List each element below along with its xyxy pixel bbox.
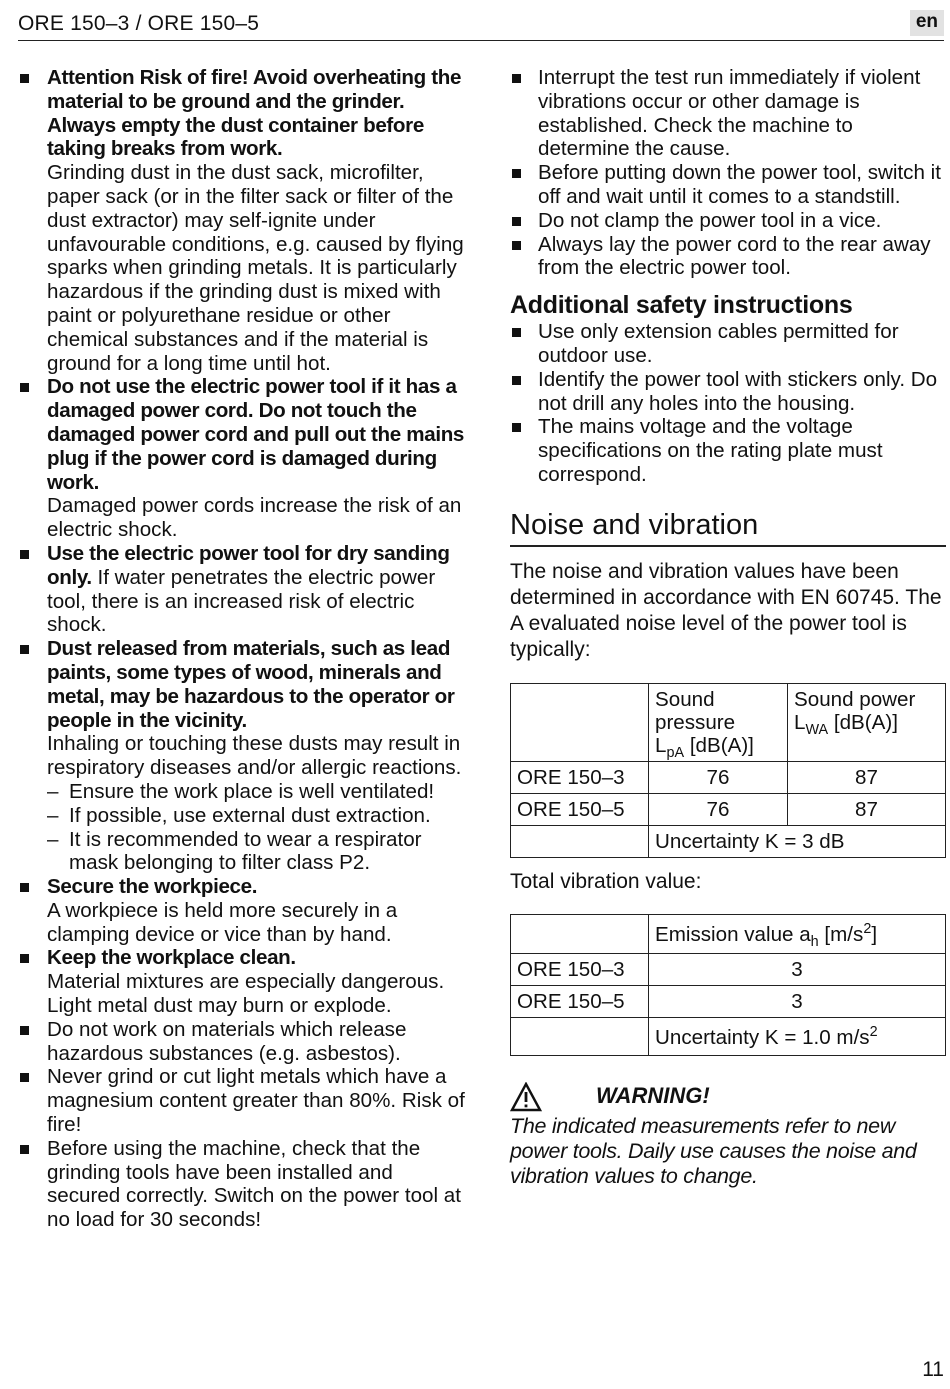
table-cell: ORE 150–3 <box>511 953 649 985</box>
table-cell: ORE 150–5 <box>511 793 649 825</box>
table-cell <box>511 1017 649 1055</box>
safety-list-right <box>510 66 946 280</box>
noise-table <box>510 683 946 858</box>
table-header-cell: Sound power $L_{WA}$ [dB(A)] <box>788 683 946 761</box>
table-cell: Uncertainty K = 1.0 $m/s^2$ <box>649 1017 946 1055</box>
table-cell: ORE 150–3 <box>511 761 649 793</box>
table-row <box>511 683 946 761</box>
right-column <box>510 66 946 1189</box>
list-item: Identify the power tool with stickers only. Do not drill any holes into the housing. <box>510 368 946 416</box>
table-cell: ORE 150–5 <box>511 985 649 1017</box>
left-column <box>18 66 468 1232</box>
list-item: Do not clamp the power tool in a vice. <box>510 209 946 233</box>
table-row <box>511 825 946 857</box>
list-item: Before using the machine, check that the grinding tools have been installed and secured correctly. Switch on the power tool at no load for 30 seconds! <box>18 1137 468 1232</box>
table-cell: 76 <box>649 761 788 793</box>
dash-item: – It is recommended to wear a respirator mask belonging to filter class P2. <box>47 828 468 876</box>
list-item: Secure the workpiece. A workpiece is held more securely in a clamping device or vice than by hand. <box>18 875 468 946</box>
warning-title: WARNING! <box>596 1082 710 1108</box>
dash-item: – Ensure the work place is well ventilated! <box>47 780 468 804</box>
list-item: Use only extension cables permitted for outdoor use. <box>510 320 946 368</box>
table-row <box>511 914 946 953</box>
table-cell <box>511 825 649 857</box>
table-cell: 87 <box>788 793 946 825</box>
list-item: Always lay the power cord to the rear away from the electric power tool. <box>510 233 946 281</box>
safety-list-left <box>18 66 468 1232</box>
list-item: Do not work on materials which release hazardous substances (e.g. asbestos). <box>18 1018 468 1066</box>
table-cell: 3 <box>649 953 946 985</box>
list-item: Before putting down the power tool, switch it off and wait until it comes to a standstill. <box>510 161 946 209</box>
page-header <box>18 8 944 41</box>
document-title: ORE 150–3 / ORE 150–5 <box>18 12 260 35</box>
page-number: 11 <box>922 1358 944 1381</box>
table-header-cell: Emission value $a_h$ $[m/s^2]$ <box>649 914 946 953</box>
table-cell <box>511 914 649 953</box>
list-item: The mains voltage and the voltage specifications on the rating plate must correspond. <box>510 415 946 486</box>
list-item: Interrupt the test run immediately if violent vibrations occur or other damage is established. Check the machine to determine the cause. <box>510 66 946 161</box>
additional-safety-list <box>510 320 946 487</box>
list-item: Do not use the electric power tool if it has a damaged power cord. Do not touch the damaged power cord and pull out the mains plug if the power cord is damaged during work. Damaged power cords increase the risk of an electric shock. <box>18 375 468 542</box>
noise-vibration-heading: Noise and vibration <box>510 507 946 547</box>
table-cell <box>511 683 649 761</box>
dust-measures-list <box>47 780 468 875</box>
warning-header <box>510 1082 946 1114</box>
table-cell: 76 <box>649 793 788 825</box>
table-cell: 87 <box>788 761 946 793</box>
table-row <box>511 953 946 985</box>
warning-text: The indicated measurements refer to new power tools. Daily use causes the noise and vibration values to change. <box>510 1113 917 1188</box>
dash-item: – If possible, use external dust extraction. <box>47 804 468 828</box>
list-item: Attention Risk of fire! Avoid overheating the material to be ground and the grinder. Always empty the dust container before taking breaks from work. Grinding dust in the dust sack, microfilter, paper sack (or in the filter sack or filter of the dust extractor) may self-ignite under unfavourable conditions, e.g. caused by flying sparks when grinding metals. It is particularly hazardous if the grinding dust is mixed with paint or polyurethane residue or other chemical substances and if the material is ground for a long time until hot. <box>18 66 468 375</box>
list-item: Never grind or cut light metals which have a magnesium content greater than 80%. Risk of fire! <box>18 1065 468 1136</box>
vibration-caption: Total vibration value: <box>510 869 702 893</box>
table-row <box>511 1017 946 1055</box>
table-cell: 3 <box>649 985 946 1017</box>
additional-safety-heading: Additional safety instructions <box>510 291 853 320</box>
warning-triangle-icon <box>510 1082 542 1118</box>
table-header-cell: Sound pressure $L_{pA}$ [dB(A)] <box>649 683 788 761</box>
table-cell: Uncertainty K = 3 dB <box>649 825 946 857</box>
list-item: Use the electric power tool for dry sanding only. If water penetrates the electric power tool, there is an increased risk of electric shock. <box>18 542 468 637</box>
list-item: Dust released from materials, such as lead paints, some types of wood, minerals and metal, may be hazardous to the operator or people in the vicinity. Inhaling or touching these dusts may result in respiratory diseases and/or allergic reactions. – Ensure the work place is well ventilated! – If possible, use external dust extraction. – It is recommended to wear a respirator mask belonging to filter class P2. <box>18 637 468 875</box>
noise-intro: The noise and vibration values have been determined in accordance with EN 60745. The A evaluated noise level of the power tool is typically: <box>510 559 942 661</box>
table-row <box>511 761 946 793</box>
table-row <box>511 985 946 1017</box>
table-row <box>511 793 946 825</box>
vibration-table <box>510 914 946 1056</box>
list-item: Keep the workplace clean. Material mixtures are especially dangerous. Light metal dust may burn or explode. <box>18 946 468 1017</box>
language-badge: en <box>910 10 944 36</box>
